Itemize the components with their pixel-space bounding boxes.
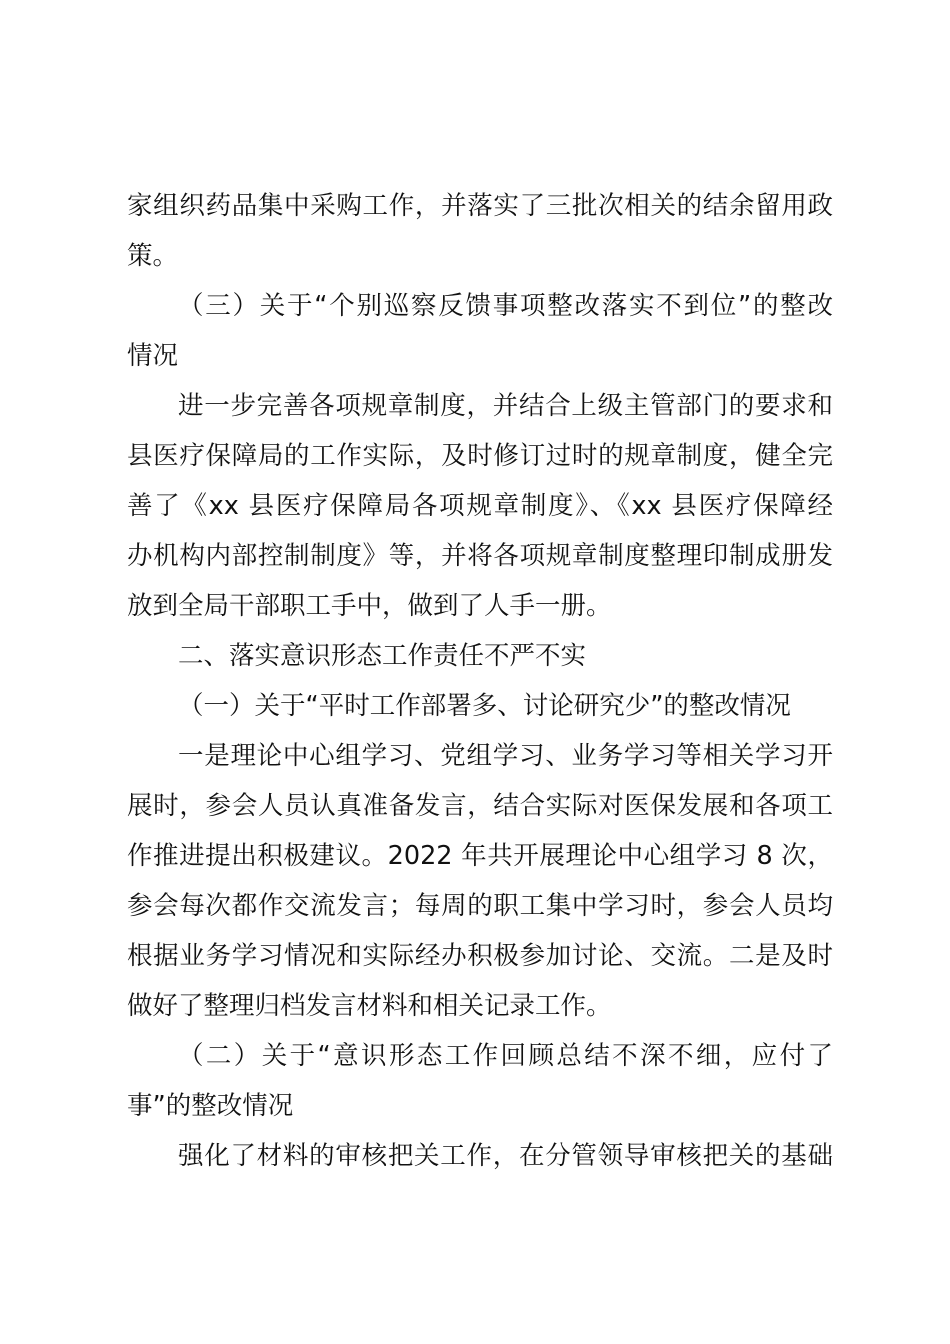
text-line-16: 根据业务学习情况和实际经办积极参加讨论、交流。二是及时	[127, 941, 833, 971]
text-line-7: 善了《xx 县医疗保障局各项规章制度》、《xx 县医疗保障经	[127, 491, 833, 521]
section-heading-3: （三）关于“个别巡察反馈事项整改落实不到位”的整改	[178, 291, 833, 321]
text-line-6: 县医疗保障局的工作实际，及时修订过时的规章制度，健全完	[127, 441, 833, 471]
paragraph-start-5: 进一步完善各项规章制度，并结合上级主管部门的要求和	[178, 391, 833, 421]
text-line-8: 办机构内部控制制度》等，并将各项规章制度整理印制成册发	[127, 541, 833, 571]
paragraph-start-20: 强化了材料的审核把关工作，在分管领导审核把关的基础	[178, 1141, 833, 1171]
text-line-14: 作推进提出积极建议。2022 年共开展理论中心组学习 8 次，	[127, 841, 833, 871]
text-line-2: 策。	[127, 241, 179, 271]
text-line-13: 展时，参会人员认真准备发言，结合实际对医保发展和各项工	[127, 791, 833, 821]
subsection-heading-11: （一）关于“平时工作部署多、讨论研究少”的整改情况	[178, 691, 791, 721]
subsection-heading-18: （二）关于“意识形态工作回顾总结不深不细，应付了	[178, 1041, 833, 1071]
section-heading-10: 二、落实意识形态工作责任不严不实	[178, 641, 587, 671]
text-line-17: 做好了整理归档发言材料和相关记录工作。	[127, 991, 612, 1021]
text-line-1: 家组织药品集中采购工作，并落实了三批次相关的结余留用政	[127, 191, 833, 221]
text-line-15: 参会每次都作交流发言；每周的职工集中学习时，参会人员均	[127, 891, 833, 921]
text-line-4: 情况	[127, 341, 179, 371]
text-line-9: 放到全局干部职工手中，做到了人手一册。	[127, 591, 612, 621]
text-line-19: 事”的整改情况	[127, 1091, 294, 1121]
paragraph-start-12: 一是理论中心组学习、党组学习、业务学习等相关学习开	[178, 741, 833, 771]
